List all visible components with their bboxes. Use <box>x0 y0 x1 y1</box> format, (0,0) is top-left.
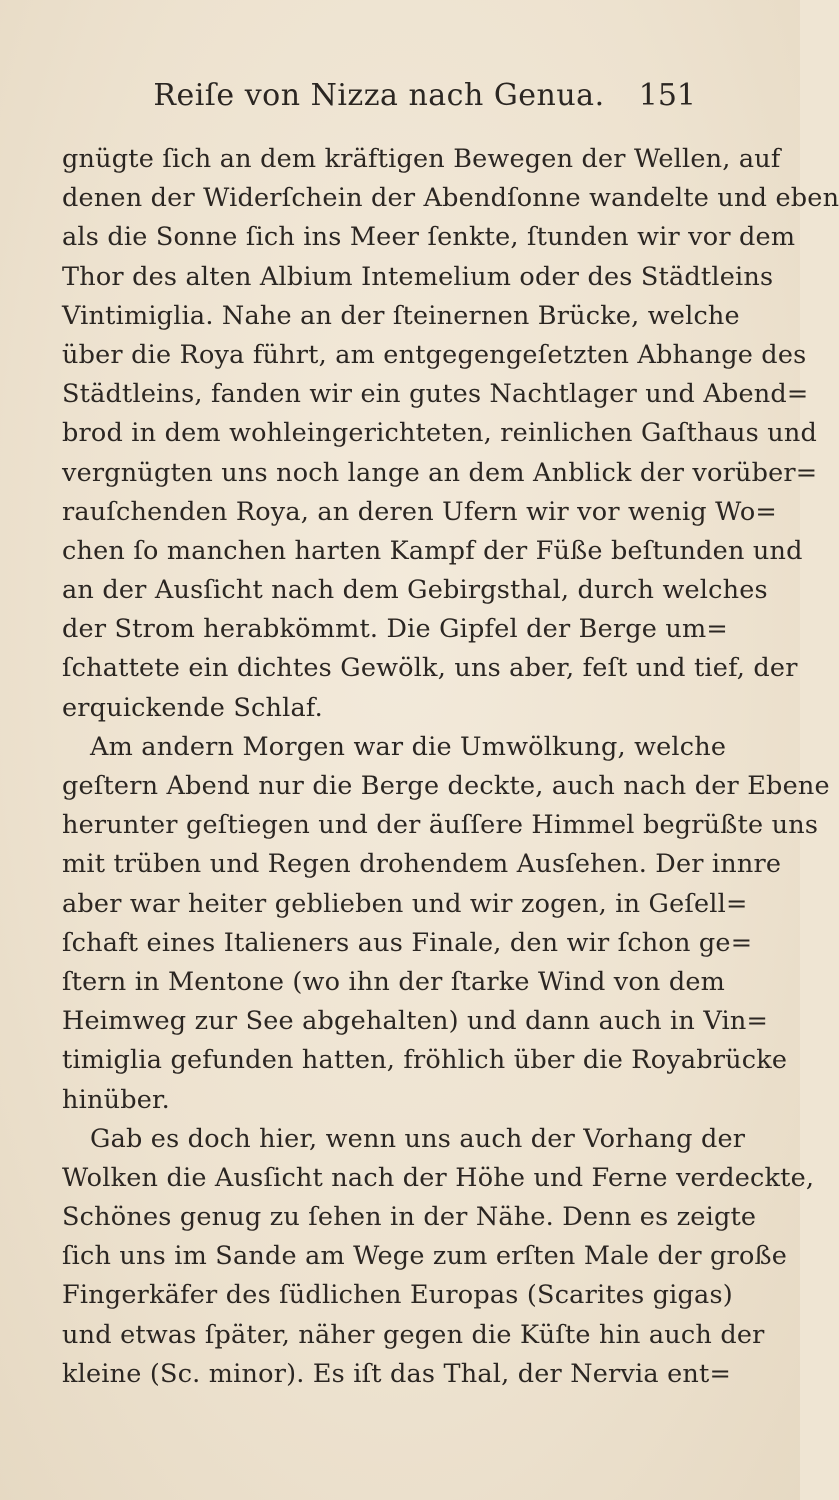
text-line: ſtern in Mentone (wo ihn der ſtarke Wind von dem <box>62 966 726 997</box>
text-line: ſchattete ein dichtes Gewölk, uns aber, feſt und tief, der <box>62 653 798 684</box>
text-line: vergnügten uns noch lange an dem Anblick der vorüber= <box>62 457 818 488</box>
text-line: der Strom herabkömmt. Die Gipfel der Berge um= <box>62 614 728 645</box>
text-line: ſchaft eines Italieners aus Finale, den wir ſchon ge= <box>62 927 753 958</box>
text-line: rauſchenden Roya, an deren Ufern wir vor wenig Wo= <box>62 496 777 527</box>
text-line: Wolken die Ausſicht nach der Höhe und Ferne verdeckte, <box>62 1162 815 1193</box>
text-line: ſich uns im Sande am Wege zum erſten Male der große <box>62 1241 788 1272</box>
text-line: brod in dem wohleingerichteten, reinlichen Gaſthaus und <box>62 418 818 449</box>
page-number: 151 <box>638 78 696 113</box>
body-text <box>62 140 839 1394</box>
text-line: timiglia gefunden hatten, fröhlich über die Royabrücke <box>62 1045 788 1076</box>
text-line: über die Roya führt, am entgegengeſetzten Abhange des <box>62 339 807 370</box>
text-line: Heimweg zur See abgehalten) und dann auch in Vin= <box>62 1006 769 1037</box>
text-line: Städtleins, fanden wir ein gutes Nachtlager und Abend= <box>62 379 809 410</box>
text-line: aber war heiter geblieben und wir zogen, in Geſell= <box>62 888 748 919</box>
text-line: an der Ausſicht nach dem Gebirgsthal, durch welches <box>62 575 768 606</box>
text-line: gnügte ſich an dem kräftigen Bewegen der Wellen, auf <box>62 144 781 174</box>
text-line: Schönes genug zu ſehen in der Nähe. Denn es zeigte <box>62 1202 757 1233</box>
text-line: mit trüben und Regen drohendem Ausſehen. Der innre <box>62 849 782 880</box>
text-line: Gab es doch hier, wenn uns auch der Vorhang der <box>90 1123 746 1154</box>
text-line: als die Sonne ſich ins Meer ſenkte, ſtunden wir vor dem <box>62 222 796 253</box>
running-title: Reiſe von Nizza nach Genua. <box>153 78 605 113</box>
text-line: kleine (Sc. minor). Es iſt das Thal, der Nervia ent= <box>62 1358 732 1389</box>
text-line: chen ſo manchen harten Kampf der Füße beſtunden und <box>62 535 803 566</box>
text-line: erquickende Schlaf. <box>62 692 323 723</box>
text-line: Fingerkäfer des ſüdlichen Europas (Scarites gigas) <box>62 1280 733 1311</box>
text-line: denen der Widerſchein der Abendſonne wandelte und eben <box>62 183 839 214</box>
text-line: Vintimiglia. Nahe an der ſteinernen Brücke, welche <box>62 300 740 331</box>
text-line: herunter geſtiegen und der äuſſere Himmel begrüßte uns <box>62 810 819 841</box>
text-line: Am andern Morgen war die Umwölkung, welche <box>90 731 727 762</box>
text-line: hinüber. <box>62 1084 170 1115</box>
text-line: und etwas ſpäter, näher gegen die Küſte hin auch der <box>62 1319 765 1350</box>
page-header <box>62 78 696 122</box>
text-line: geſtern Abend nur die Berge deckte, auch nach der Ebene <box>62 771 830 801</box>
text-line: Thor des alten Albium Intemelium oder des Städtleins <box>62 261 774 292</box>
